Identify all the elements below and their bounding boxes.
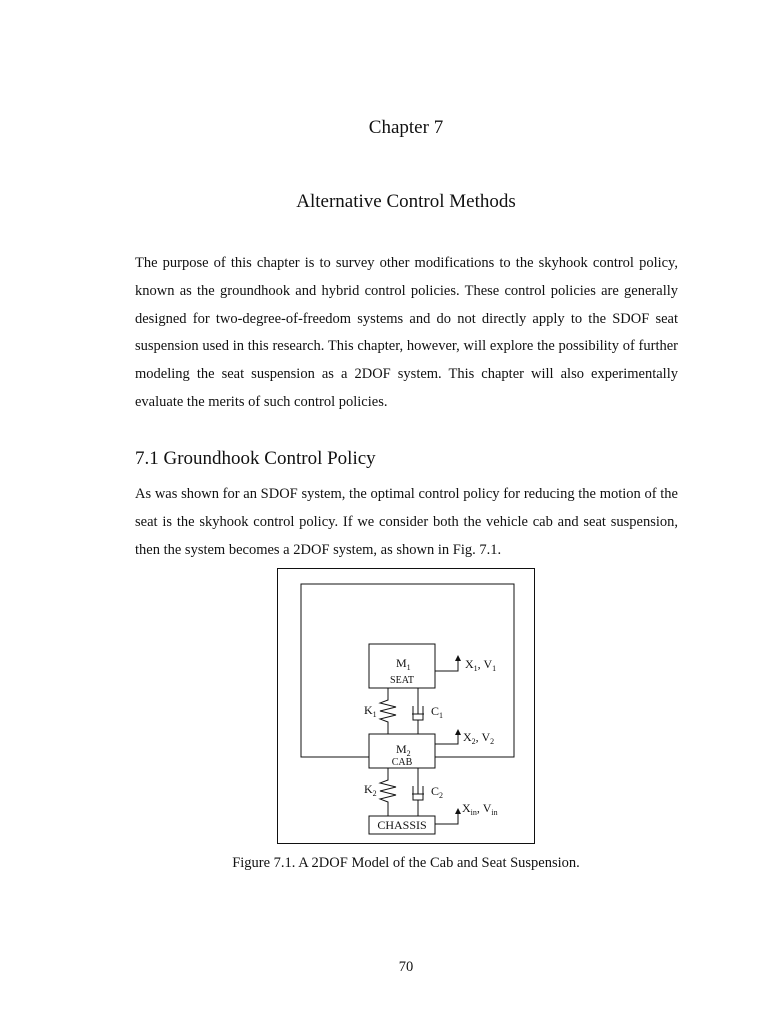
motion2-arrow (435, 732, 458, 744)
motion-in-arrow (435, 811, 458, 824)
page-number: 70 (398, 959, 414, 975)
spring2 (380, 768, 396, 816)
chassis-label: CHASSIS (377, 818, 427, 832)
damper1 (412, 688, 424, 734)
section-heading: 7.1 Groundhook Control Policy (135, 448, 376, 469)
figure-frame (278, 569, 535, 844)
damper2-label: $C_2$ (431, 784, 444, 800)
motion1-arrow (435, 658, 458, 671)
chapter-number: Chapter 7 (368, 117, 444, 138)
motion-in-label: $X_{in}$, $V_{in}$ (462, 801, 498, 817)
figure-2dof-model (277, 568, 535, 844)
spring1-label: $K_1$ (364, 703, 377, 719)
damper1-label: $C_1$ (431, 704, 444, 720)
motion2-arrowhead (455, 729, 461, 735)
intro-paragraph: The purpose of this chapter is to survey other modifications to the skyhook control policy, known as the groundhook and hybrid control policies. These control policies are generally designed for two-degree-of-freedom systems and do not directly apply to the SDOF seat suspension used in this research. This chapter, however, will explore the possibility of further modeling the seat suspension as a 2DOF system. This chapter will also experimentally evaluate the merits of such control policies. (135, 255, 678, 410)
motion1-arrowhead (455, 655, 461, 661)
motion2-label: $X_2$, $V_2$ (463, 730, 495, 746)
spring1 (380, 688, 396, 734)
motion-in-arrowhead (455, 808, 461, 814)
chapter-title: Alternative Control Methods (296, 191, 516, 212)
mass2-symbol: $M_2$ (396, 742, 411, 758)
section-paragraph: As was shown for an SDOF system, the optimal control policy for reducing the motion of the seat is the skyhook control policy. If we consider both the vehicle cab and seat suspension, then the system becomes a 2DOF system, as shown in Fig. 7.1. (135, 486, 678, 558)
figure-diagram (277, 568, 535, 844)
figure-caption: Figure 7.1. A 2DOF Model of the Cab and Seat Suspension. (232, 855, 580, 871)
motion1-label: $X_1$, $V_1$ (465, 657, 497, 673)
mass2-label: CAB (391, 757, 413, 768)
spring2-label: $K_2$ (364, 782, 377, 798)
mass1-label: SEAT (390, 675, 414, 686)
damper2 (412, 768, 424, 816)
mass1-symbol: $M_1$ (396, 656, 411, 672)
